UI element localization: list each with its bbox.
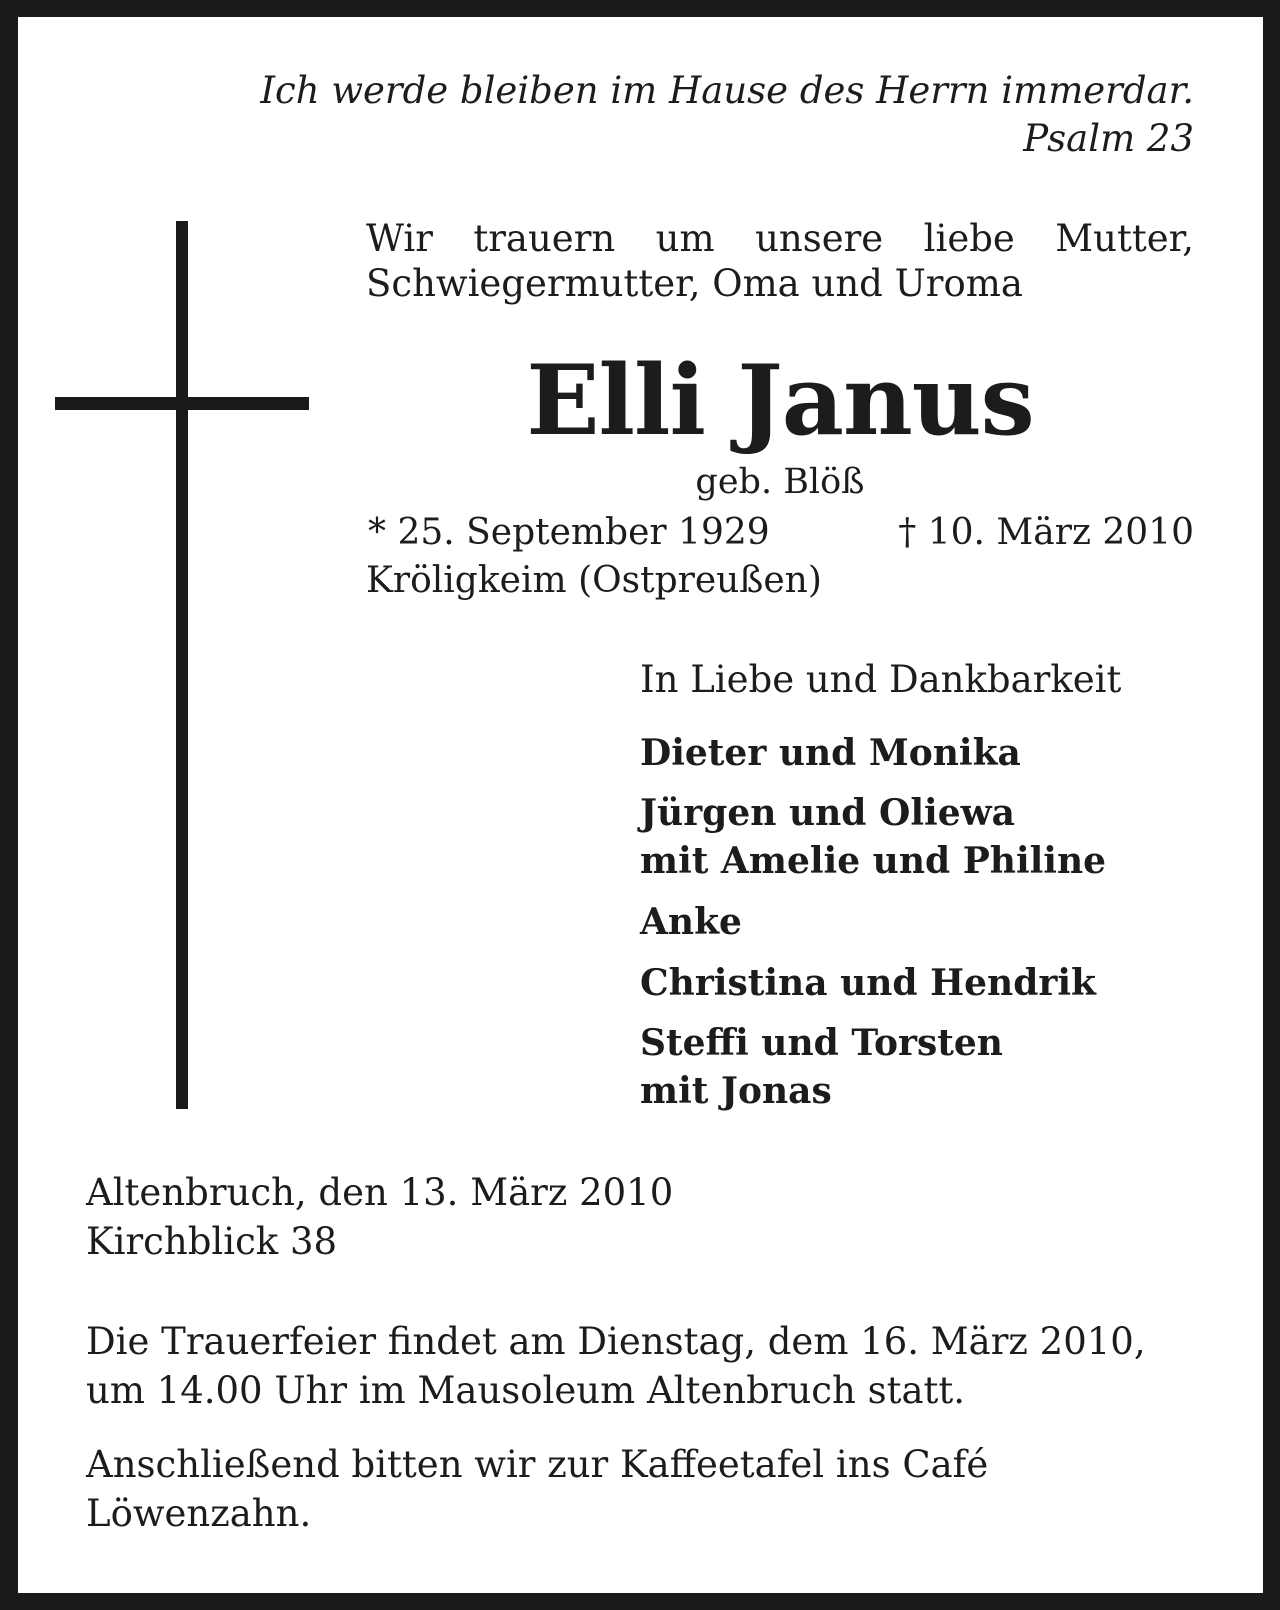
birthplace: Kröligkeim (Ostpreußen) (366, 560, 822, 601)
intro-line-1: Wir trauern um unsere liebe Mutter, (366, 217, 1194, 260)
psalm-source: Psalm 23 (1023, 117, 1194, 160)
life-dates (368, 510, 1194, 556)
mourner-line: Steffi und Torsten (640, 1022, 1003, 1064)
reception-line-2: Löwenzahn. (86, 1492, 312, 1535)
place-date: Altenbruch, den 13. März 2010 (86, 1171, 674, 1214)
birth-date: * 25. September 1929 (368, 512, 770, 553)
mourner-line: mit Amelie und Philine (640, 840, 1107, 882)
mourners-heading: In Liebe und Dankbarkeit (640, 658, 1122, 701)
intro-line-2: Schwiegermutter, Oma und Uroma (366, 262, 1023, 305)
reception-line-1: Anschließend bitten wir zur Kaffeetafel ins Café (86, 1443, 989, 1486)
mourner-line: Christina und Hendrik (640, 962, 1096, 1004)
maiden-name: geb. Blöß (695, 462, 865, 502)
service-line-2: um 14.00 Uhr im Mausoleum Altenbruch statt. (86, 1369, 966, 1412)
mourner-line: Anke (640, 901, 742, 943)
psalm-quote: Ich werde bleiben im Hause des Herrn immerdar. (260, 69, 1194, 112)
service-line-1: Die Trauerfeier findet am Dienstag, dem 16. März 2010, (86, 1320, 1146, 1363)
street-address: Kirchblick 38 (86, 1220, 338, 1263)
mourner-line: Jürgen und Oliewa (640, 792, 1015, 834)
death-date: † 10. März 2010 (898, 512, 1194, 553)
deceased-name: Elli Janus (526, 344, 1034, 457)
cross-icon-bar (55, 397, 309, 410)
mourner-line: Dieter und Monika (640, 732, 1021, 774)
mourner-line: mit Jonas (640, 1070, 832, 1112)
cross-icon (176, 221, 188, 1109)
